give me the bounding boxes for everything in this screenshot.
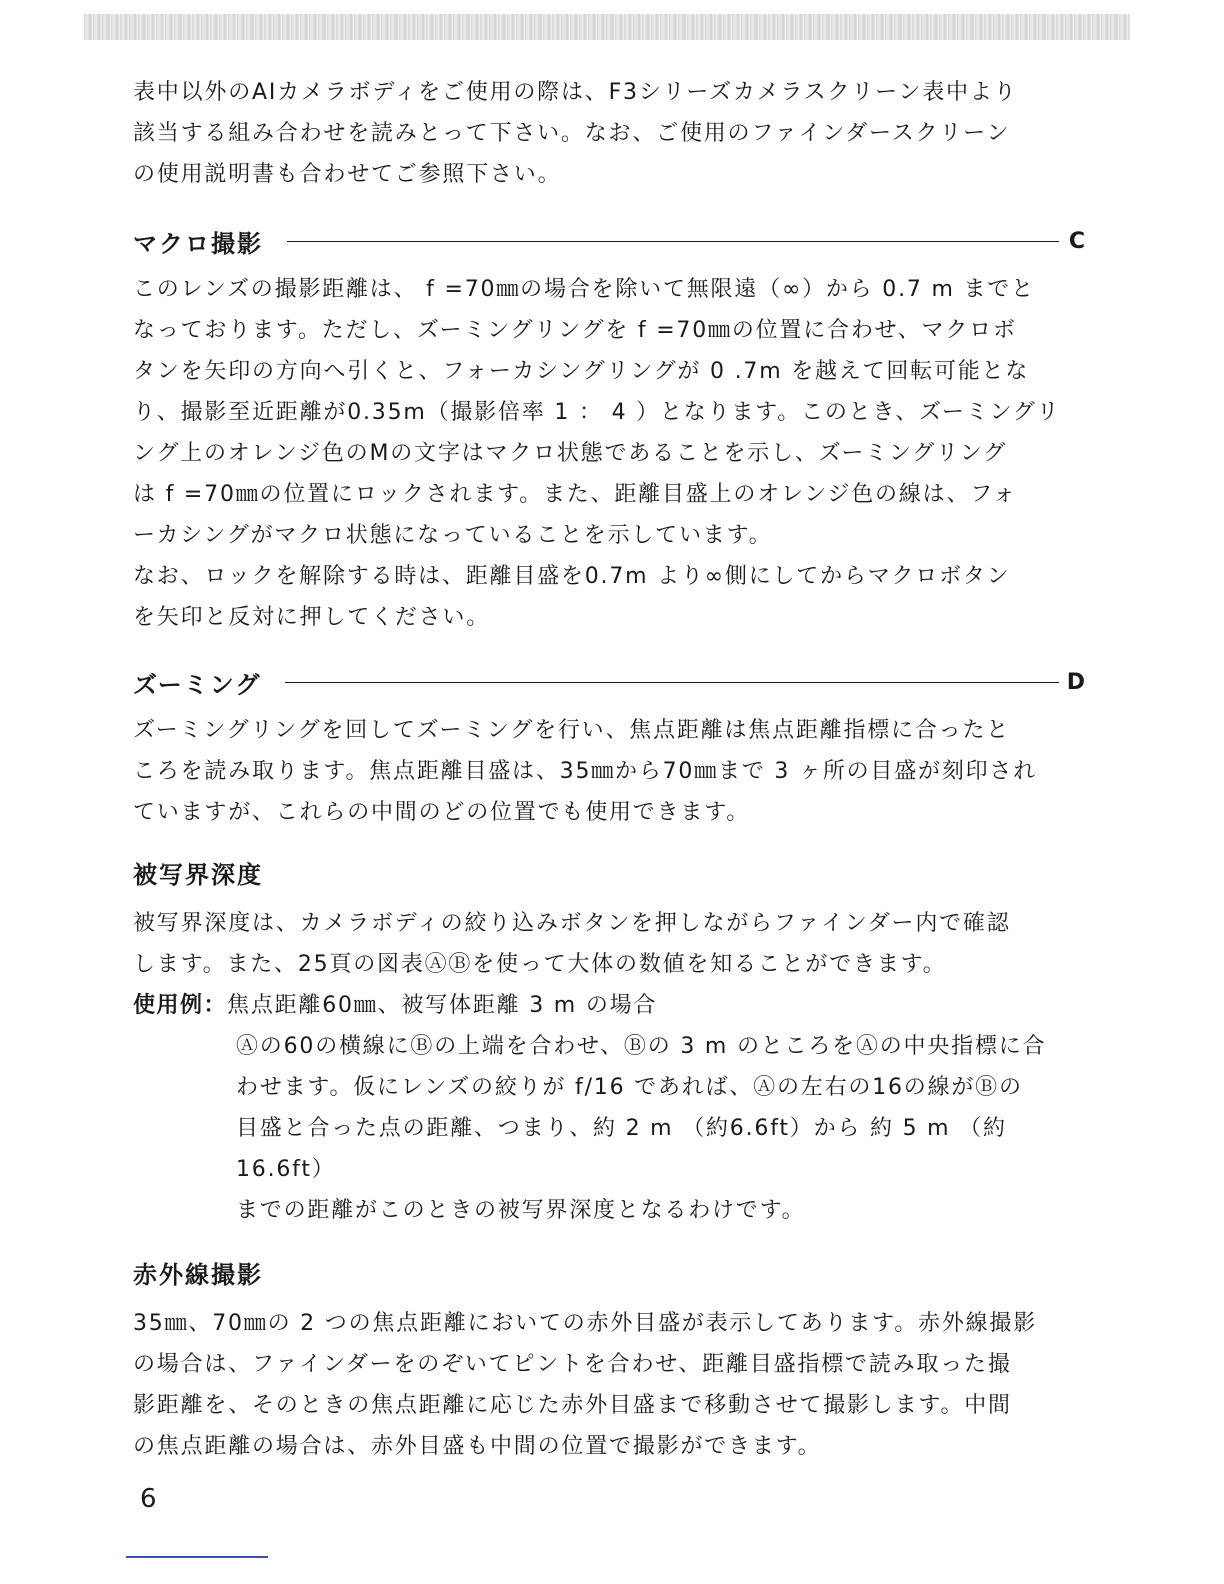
zoom-line: ていますが、これらの中間のどの位置でも使用できます。 xyxy=(133,800,751,825)
page-number: 6 xyxy=(140,1484,157,1514)
macro-reference-letter: C xyxy=(1068,228,1085,254)
heading-leader-line xyxy=(285,682,1059,683)
macro-line: り、撮影至近距離が0.35m（撮影倍率 1 ： 4 ）となります。このとき、ズーミングリ xyxy=(133,400,1061,425)
heading-leader-line xyxy=(287,241,1059,242)
macro-line: は f =70㎜の位置にロックされます。また、距離目盛上のオレンジ色の線は、フォ xyxy=(133,482,1017,507)
example-body xyxy=(236,1026,1085,1231)
macro-line: タンを矢印の方向へ引くと、フォーカシングリングが 0 .7m を越えて回転可能とな xyxy=(133,359,1030,384)
macro-line: このレンズの撮影距離は、 f =70㎜の場合を除いて無限遠（∞）から 0.7 m までと xyxy=(133,277,1035,302)
zoom-section xyxy=(133,662,1085,833)
example-line: 目盛と合った点の距離、つまり、約 2 m （約6.6ft）から 約 5 m （約16.6ft） xyxy=(236,1116,1007,1182)
intro-section xyxy=(133,72,1085,195)
infrared-line: 35㎜、70㎜の 2 つの焦点距離においての赤外目盛が表示してあります。赤外線撮影 xyxy=(133,1311,1038,1336)
example-line: Ⓐの60の横線にⒷの上端を合わせ、Ⓑの 3 m のところをⒶの中央指標に合 xyxy=(236,1034,1047,1059)
scan-edge-strip xyxy=(84,14,1130,40)
intro-line: 該当する組み合わせを読みとって下さい。なお、ご使用のファインダースクリーン xyxy=(133,121,1011,146)
intro-line: の使用説明書も合わせてご参照下さい。 xyxy=(133,162,562,187)
example-label: 使用例： xyxy=(133,993,228,1018)
example-first-line: 焦点距離60㎜、被写体距離 3 m の場合 xyxy=(227,993,658,1018)
macro-line: を矢印と反対に押してください。 xyxy=(133,605,491,630)
dof-line: 被写界深度は、カメラボディの絞り込みボタンを押しながらファインダー内で確認 xyxy=(133,911,1011,936)
macro-title: マクロ撮影 xyxy=(133,229,263,258)
zoom-line: ズーミングリングを回してズーミングを行い、焦点距離は焦点距離指標に合ったと xyxy=(133,718,1011,743)
macro-heading xyxy=(133,221,1085,261)
manual-page xyxy=(133,72,1085,1467)
intro-line: 表中以外のAIカメラボディをご使用の際は、F3シリーズカメラスクリーン表中より xyxy=(133,80,1018,105)
dof-title: 被写界深度 xyxy=(133,861,263,889)
zoom-line: ころを読み取ります。焦点距離目盛は、35㎜から70㎜まで 3 ヶ所の目盛が刻印され xyxy=(133,759,1038,784)
dof-example xyxy=(133,985,1085,1026)
infrared-line: の場合は、ファインダーをのぞいてピントを合わせ、距離目盛指標で読み取った撮 xyxy=(133,1352,1012,1377)
macro-line: なお、ロックを解除する時は、距離目盛を0.7m より∞側にしてからマクロボタン xyxy=(133,564,1011,589)
bottom-rule xyxy=(126,1556,268,1558)
zoom-reference-letter: D xyxy=(1066,669,1085,695)
zoom-heading xyxy=(133,662,1085,702)
infrared-title: 赤外線撮影 xyxy=(133,1261,263,1289)
macro-line: ング上のオレンジ色のMの文字はマクロ状態であることを示し、ズーミングリング xyxy=(133,441,1008,466)
example-line: までの距離がこのときの被写界深度となるわけです。 xyxy=(236,1198,806,1223)
infrared-line: の焦点距離の場合は、赤外目盛も中間の位置で撮影ができます。 xyxy=(133,1434,822,1459)
infrared-section xyxy=(133,1255,1085,1467)
example-line: わせます。仮にレンズの絞りが f/16 であれば、Ⓐの左右の16の線がⒷの xyxy=(236,1075,1023,1100)
dof-section xyxy=(133,855,1085,1231)
infrared-line: 影距離を、そのときの焦点距離に応じた赤外目盛まで移動させて撮影します。中間 xyxy=(133,1393,1012,1418)
macro-line: ーカシングがマクロ状態になっていることを示しています。 xyxy=(133,523,773,548)
zoom-title: ズーミング xyxy=(133,670,262,699)
macro-line: なっております。ただし、ズーミングリングを f =70㎜の位置に合わせ、マクロボ xyxy=(133,318,1017,343)
dof-line: します。また、25頁の図表ⒶⒷを使って大体の数値を知ることができます。 xyxy=(133,952,947,977)
macro-section xyxy=(133,221,1085,638)
